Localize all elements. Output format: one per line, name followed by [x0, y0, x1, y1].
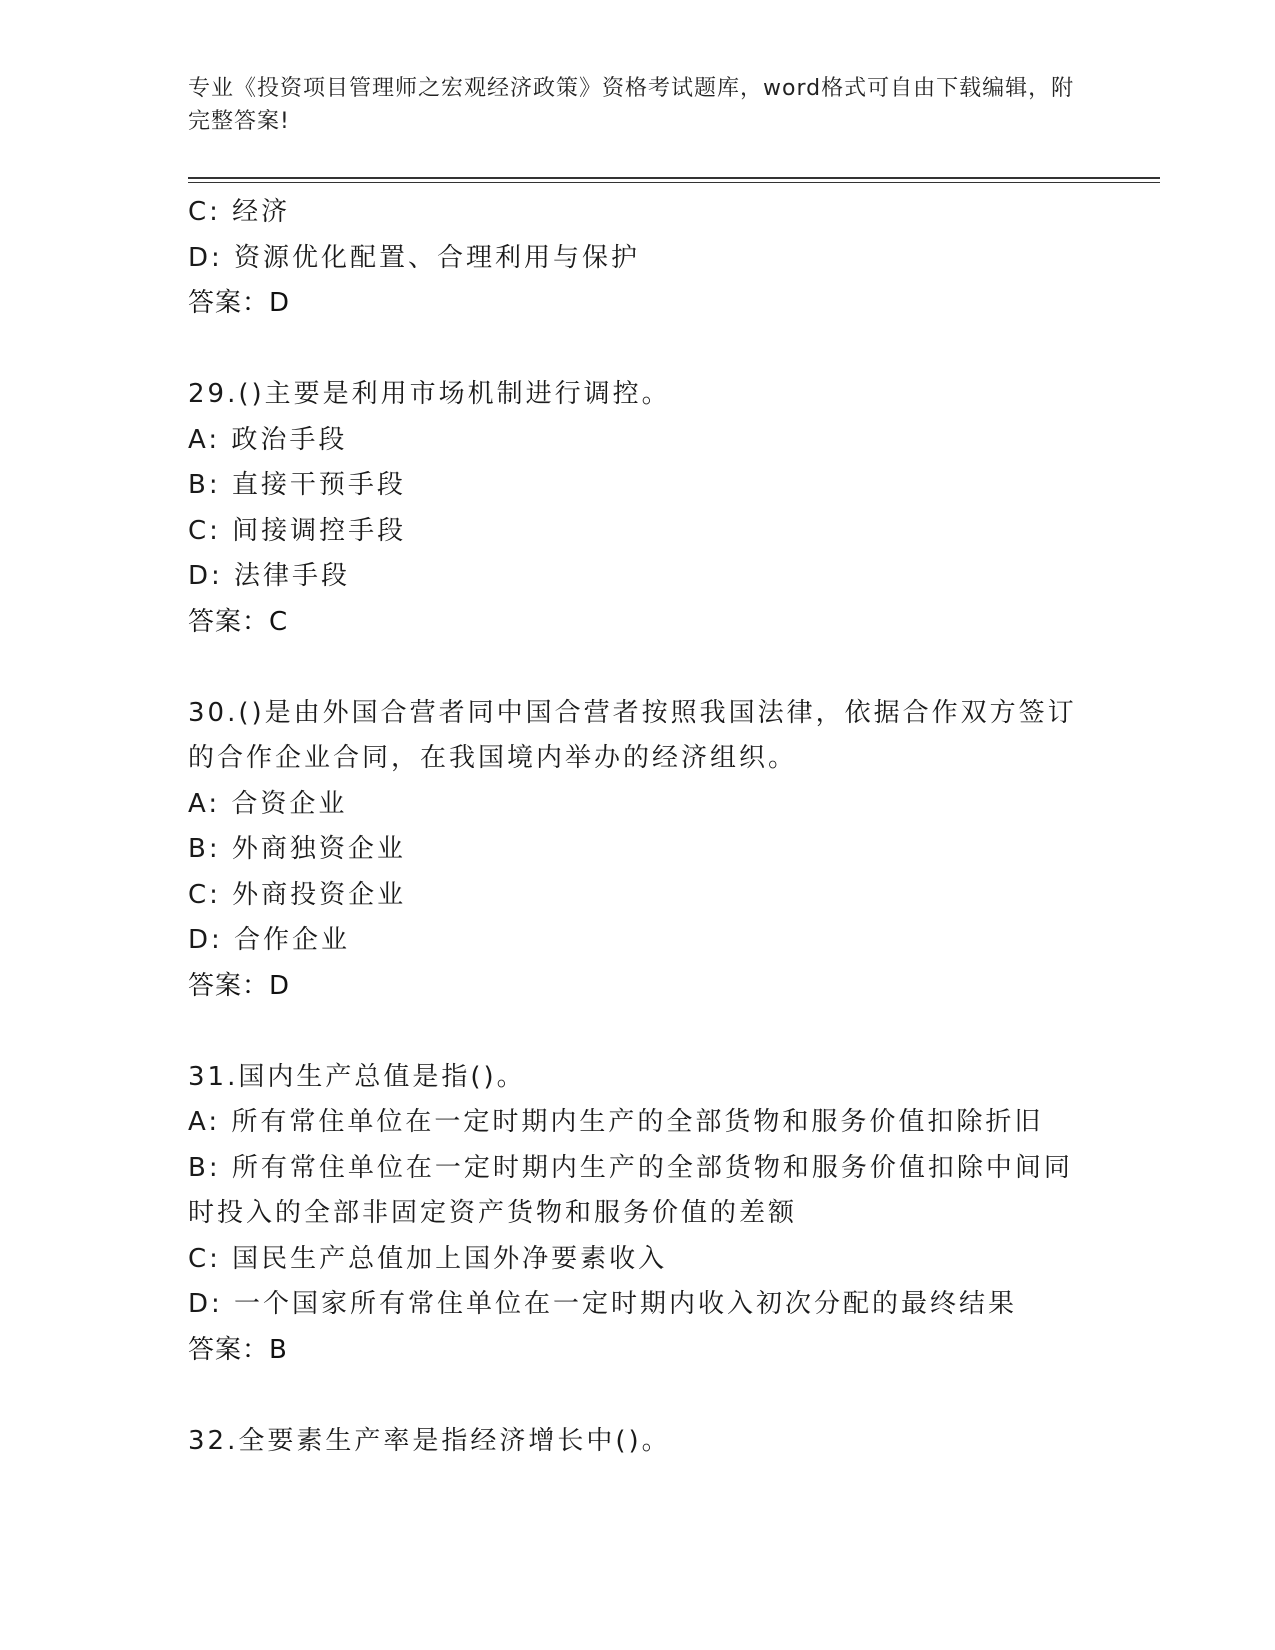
option-d: D: 合作企业 [188, 925, 351, 955]
spacer [188, 1373, 1088, 1419]
option-d: D: 法律手段 [188, 561, 351, 591]
header-rule-thick [188, 177, 1160, 179]
option-a: A: 所有常住单位在一定时期内生产的全部货物和服务价值扣除折旧 [188, 1107, 1044, 1137]
option-c: C: 外商投资企业 [188, 879, 407, 910]
question-stem-line-2: 的合作企业合同，在我国境内举办的经济组织。 [188, 743, 798, 773]
spacer [188, 1009, 1088, 1055]
spacer [188, 645, 1088, 691]
option-a: A: 合资企业 [188, 788, 348, 819]
question-stem-line-1: 30.()是由外国合营者同中国合营者按照我国法律，依据合作双方签订 [188, 697, 1077, 728]
option-a: A: 政治手段 [188, 424, 348, 455]
option-b-line-2: 时投入的全部非固定资产货物和服务价值的差额 [188, 1198, 798, 1228]
option-d: D: 一个国家所有常住单位在一定时期内收入初次分配的最终结果 [188, 1289, 1018, 1319]
option-c: C: 经济 [188, 197, 291, 227]
option-b-line-1: B: 所有常住单位在一定时期内生产的全部货物和服务价值扣除中间同 [188, 1152, 1073, 1183]
question-30 [188, 691, 1088, 1010]
header-rule-thin [188, 182, 1160, 183]
answer: 答案：C [188, 606, 289, 637]
option-c: C: 国民生产总值加上国外净要素收入 [188, 1243, 668, 1274]
question-stem: 32.全要素生产率是指经济增长中()。 [188, 1425, 671, 1456]
question-32 [188, 1419, 1088, 1465]
answer: 答案：D [188, 288, 291, 318]
option-d: D: 资源优化配置、合理利用与保护 [188, 242, 641, 273]
question-31 [188, 1055, 1088, 1374]
previous-question-tail [188, 190, 1088, 327]
option-b: B: 直接干预手段 [188, 470, 406, 500]
answer: 答案：B [188, 1334, 288, 1365]
question-stem: 29.()主要是利用市场机制进行调控。 [188, 379, 671, 409]
option-c: C: 间接调控手段 [188, 515, 407, 546]
answer: 答案：D [188, 970, 291, 1001]
question-content [188, 190, 1088, 1464]
question-29 [188, 372, 1088, 645]
spacer [188, 327, 1088, 373]
question-stem: 31.国内生产总值是指()。 [188, 1061, 526, 1092]
option-b: B: 外商独资企业 [188, 834, 406, 864]
document-header: 专业《投资项目管理师之宏观经济政策》资格考试题库，word格式可自由下载编辑，附完整答案! [188, 76, 1075, 134]
